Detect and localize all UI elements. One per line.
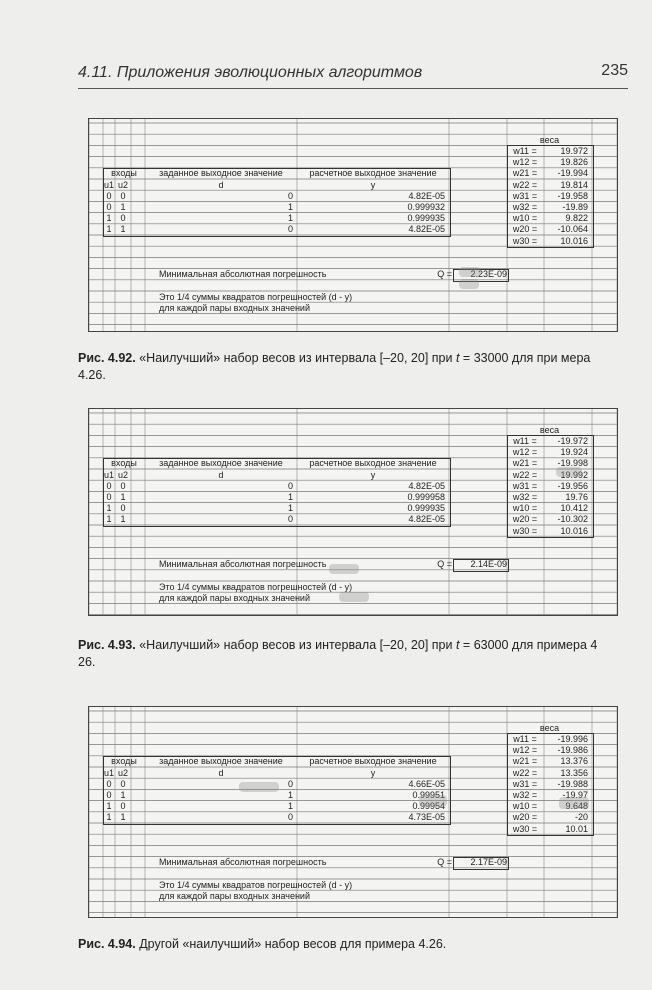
y-cell: 4.73E-05 <box>408 812 445 823</box>
u1-cell: 0 <box>106 491 112 502</box>
u1-cell: 1 <box>106 812 112 823</box>
weight-value: -19.988 <box>557 778 588 789</box>
d-cell: 1 <box>287 201 293 212</box>
caption-label: Рис. 4.94. <box>78 937 136 951</box>
weight-value: 10.016 <box>560 525 588 536</box>
figure-caption-2 <box>78 637 618 671</box>
computed-header: расчетное выходное значение <box>309 168 437 179</box>
weight-value: -19.994 <box>557 168 588 179</box>
weights-outline <box>507 435 594 538</box>
spreadsheet-figure-3 <box>88 706 618 918</box>
scan-smudge <box>559 797 589 809</box>
note-line-2: для каждой пары входных значений <box>159 592 310 603</box>
u1-cell: 1 <box>106 503 112 514</box>
u1-cell: 1 <box>106 213 112 224</box>
d-cell: 0 <box>287 190 293 201</box>
u2-cell: 0 <box>120 801 126 812</box>
inputs-header: входы <box>111 458 137 469</box>
q-label: Q = <box>437 559 452 570</box>
note-line-1: Это 1/4 суммы квадратов погрешностей (d - y) <box>159 879 353 890</box>
y-header: y <box>370 179 376 190</box>
weight-value: -19.956 <box>557 480 588 491</box>
weight-value: -19.998 <box>557 458 588 469</box>
y-header: y <box>370 767 376 778</box>
weight-value: 9.822 <box>565 213 588 224</box>
d-header: d <box>218 767 224 778</box>
scan-smudge <box>239 782 279 792</box>
d-cell: 0 <box>287 778 293 789</box>
u2-cell: 1 <box>120 491 126 502</box>
caption-t: t <box>455 638 460 652</box>
weight-value: 13.376 <box>560 756 588 767</box>
q-value: 2.23E-09 <box>470 269 507 280</box>
u2-cell: 1 <box>120 789 126 800</box>
scan-smudge <box>329 564 359 574</box>
weight-value: 19.992 <box>560 469 588 480</box>
caption-text: «Наилучший» набор весов из интервала [–20, 20] при <box>139 638 453 652</box>
weight-label: w21 = <box>512 756 538 767</box>
weight-label: w22 = <box>512 179 538 190</box>
page-header <box>78 62 628 89</box>
weight-label: w30 = <box>512 823 538 834</box>
y-cell: 0.99954 <box>412 801 445 812</box>
u1-header: u1 <box>103 469 114 480</box>
y-header: y <box>370 469 376 480</box>
d-cell: 1 <box>287 213 293 224</box>
caption-text-2: = 33000 для при мера 4.26. <box>78 351 591 382</box>
weight-label: w32 = <box>512 491 538 502</box>
q-label: Q = <box>437 269 452 280</box>
y-cell: 4.66E-05 <box>408 778 445 789</box>
weight-label: w12 = <box>512 447 538 458</box>
weight-value: -19.972 <box>557 435 588 446</box>
weight-label: w20 = <box>512 224 538 235</box>
scan-smudge <box>459 267 481 277</box>
computed-header: расчетное выходное значение <box>309 458 437 469</box>
y-cell: 0.999935 <box>407 503 445 514</box>
weight-value: -19.986 <box>557 745 588 756</box>
d-cell: 0 <box>287 812 293 823</box>
scan-smudge <box>339 592 369 602</box>
spreadsheet-figure-2 <box>88 408 618 616</box>
weight-value: 19.826 <box>560 157 588 168</box>
u2-header: u2 <box>117 179 128 190</box>
weight-value: 13.356 <box>560 767 588 778</box>
io-table-outline <box>103 458 451 527</box>
weight-value: -10.064 <box>557 224 588 235</box>
weight-label: w32 = <box>512 201 538 212</box>
weight-label: w20 = <box>512 812 538 823</box>
weight-value: -19.996 <box>557 733 588 744</box>
u2-cell: 0 <box>120 480 126 491</box>
u2-header: u2 <box>117 469 128 480</box>
weight-label: w11 = <box>513 435 537 446</box>
scan-smudge <box>419 795 447 807</box>
note-line-1: Это 1/4 суммы квадратов погрешностей (d - y) <box>159 581 353 592</box>
u1-cell: 1 <box>106 224 112 235</box>
u2-cell: 0 <box>120 503 126 514</box>
weight-label: w10 = <box>512 503 538 514</box>
d-cell: 1 <box>287 789 293 800</box>
min-error-label: Минимальная абсолютная погрешность <box>159 857 327 868</box>
u2-cell: 1 <box>120 224 126 235</box>
q-value: 2.17E-09 <box>470 857 507 868</box>
u1-cell: 1 <box>106 514 112 525</box>
d-cell: 0 <box>287 514 293 525</box>
y-cell: 4.82E-05 <box>408 514 445 525</box>
note-line-1: Это 1/4 суммы квадратов погрешностей (d - y) <box>159 291 353 302</box>
target-header: заданное выходное значение <box>159 458 283 469</box>
u1-cell: 0 <box>106 789 112 800</box>
note-line-2: для каждой пары входных значений <box>159 890 310 901</box>
q-value-outline <box>453 559 509 572</box>
d-cell: 0 <box>287 480 293 491</box>
u1-header: u1 <box>103 767 114 778</box>
y-cell: 4.82E-05 <box>408 480 445 491</box>
u1-cell: 0 <box>106 190 112 201</box>
target-header: заданное выходное значение <box>159 756 283 767</box>
io-table-outline <box>103 168 451 237</box>
weight-label: w12 = <box>512 157 538 168</box>
d-cell: 1 <box>287 503 293 514</box>
weights-outline <box>507 145 594 248</box>
u2-cell: 0 <box>120 190 126 201</box>
weight-value: 10.412 <box>560 503 588 514</box>
caption-label: Рис. 4.93. <box>78 638 136 652</box>
weights-header: веса <box>539 722 560 733</box>
weight-label: w32 = <box>512 789 538 800</box>
weights-header: веса <box>539 134 560 145</box>
u1-cell: 1 <box>106 801 112 812</box>
y-cell: 0.999932 <box>407 201 445 212</box>
u1-cell: 0 <box>106 778 112 789</box>
target-header: заданное выходное значение <box>159 168 283 179</box>
u1-header: u1 <box>103 179 114 190</box>
figure-caption-3 <box>78 936 618 953</box>
d-cell: 0 <box>287 224 293 235</box>
y-cell: 0.999935 <box>407 213 445 224</box>
q-value-outline <box>453 857 509 870</box>
u2-cell: 0 <box>120 778 126 789</box>
weight-label: w11 = <box>513 145 537 156</box>
caption-label: Рис. 4.92. <box>78 351 136 365</box>
weight-label: w31 = <box>512 778 538 789</box>
min-error-label: Минимальная абсолютная погрешность <box>159 269 327 280</box>
weight-label: w22 = <box>512 469 538 480</box>
weight-label: w22 = <box>512 767 538 778</box>
figure-caption-1 <box>78 350 618 384</box>
weight-label: w20 = <box>512 514 538 525</box>
weight-label: w30 = <box>512 235 538 246</box>
weight-label: w10 = <box>512 801 538 812</box>
inputs-header: входы <box>111 168 137 179</box>
d-header: d <box>218 469 224 480</box>
weight-label: w31 = <box>512 190 538 201</box>
d-cell: 1 <box>287 491 293 502</box>
weight-label: w12 = <box>512 745 538 756</box>
y-cell: 0.999958 <box>407 491 445 502</box>
u2-header: u2 <box>117 767 128 778</box>
weight-value: -19.97 <box>562 789 588 800</box>
u1-cell: 0 <box>106 201 112 212</box>
running-title: 4.11. Приложения эволюционных алгоритмов <box>78 64 423 81</box>
page-number: 235 <box>601 62 628 79</box>
weight-value: 19.924 <box>560 447 588 458</box>
weight-value: -10.302 <box>557 514 588 525</box>
weight-label: w21 = <box>512 168 538 179</box>
weight-value: 10.016 <box>560 235 588 246</box>
weight-label: w10 = <box>512 213 538 224</box>
caption-text: «Наилучший» набор весов из интервала [–20, 20] при <box>139 351 453 365</box>
weight-value: 19.972 <box>560 145 588 156</box>
weight-value: -20 <box>574 812 588 823</box>
u2-cell: 1 <box>120 514 126 525</box>
u2-cell: 0 <box>120 213 126 224</box>
weight-label: w30 = <box>512 525 538 536</box>
weights-header: веса <box>539 424 560 435</box>
q-label: Q = <box>437 857 452 868</box>
q-value: 2.14E-09 <box>470 559 507 570</box>
d-cell: 1 <box>287 801 293 812</box>
u2-cell: 1 <box>120 812 126 823</box>
u1-cell: 0 <box>106 480 112 491</box>
weight-value: 9.648 <box>565 801 588 812</box>
inputs-header: входы <box>111 756 137 767</box>
scan-smudge <box>556 467 582 477</box>
caption-t: t <box>455 351 460 365</box>
weights-outline <box>507 733 594 836</box>
weight-label: w11 = <box>513 733 537 744</box>
weight-value: -19.89 <box>562 201 588 212</box>
weight-label: w21 = <box>512 458 538 469</box>
caption-text-2: = 63000 для примера 4 26. <box>78 638 598 669</box>
weight-value: 19.814 <box>560 179 588 190</box>
computed-header: расчетное выходное значение <box>309 756 437 767</box>
note-line-2: для каждой пары входных значений <box>159 302 310 313</box>
y-cell: 0.99951 <box>412 789 445 800</box>
weight-value: 10.01 <box>565 823 588 834</box>
y-cell: 4.82E-05 <box>408 224 445 235</box>
u2-cell: 1 <box>120 201 126 212</box>
spreadsheet-figure-1 <box>88 118 618 332</box>
caption-text: Другой «наилучший» набор весов для примера 4.26. <box>139 937 447 951</box>
min-error-label: Минимальная абсолютная погрешность <box>159 559 327 570</box>
y-cell: 4.82E-05 <box>408 190 445 201</box>
weight-value: 19.76 <box>565 491 588 502</box>
d-header: d <box>218 179 224 190</box>
weight-label: w31 = <box>512 480 538 491</box>
scan-smudge <box>459 279 479 289</box>
weight-value: -19.958 <box>557 190 588 201</box>
